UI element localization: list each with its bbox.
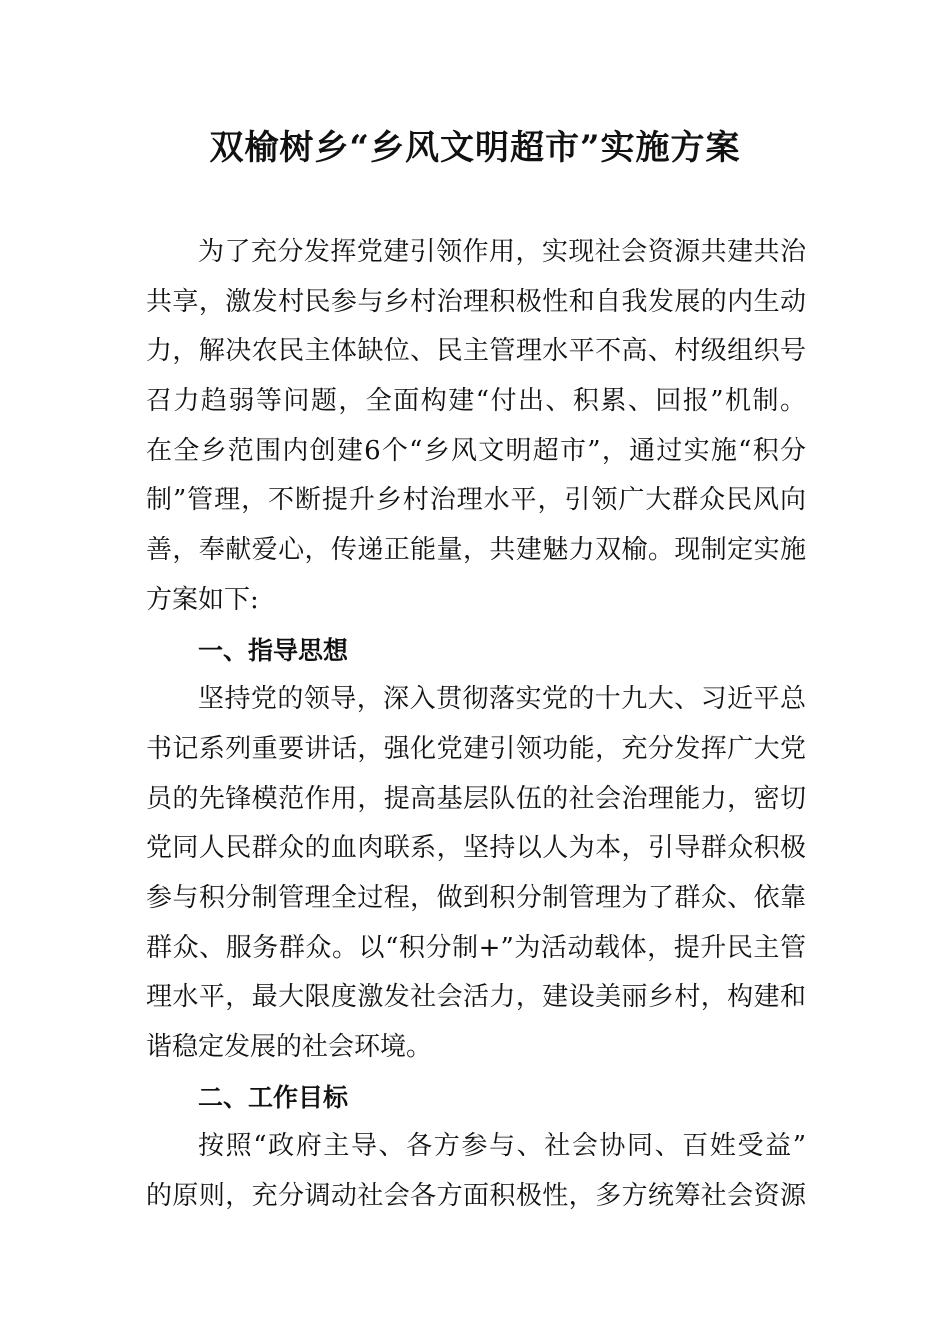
intro-paragraph xyxy=(146,228,806,626)
paragraph-line: 制”管理，不断提升乡村治理水平，引领广大群众民风向 xyxy=(146,485,806,516)
paragraph-line: 方案如下: xyxy=(146,584,259,615)
paragraph-line: 善，奉献爱心，传递正能量，共建魅力双榆。现制定实施 xyxy=(146,535,806,566)
section-heading-guiding-ideology: 一、指导思想 xyxy=(198,635,349,665)
paragraph-line: 坚持党的领导，深入贯彻落实党的十九大、习近平总 xyxy=(198,684,806,715)
paragraph-line: 党同人民群众的血肉联系，坚持以人为本，引导群众积极 xyxy=(146,833,806,864)
paragraph-line: 在全乡范围内创建6个“乡风文明超市”，通过实施“积分 xyxy=(146,435,806,466)
paragraph-line: 的原则，充分调动社会各方面积极性，多方统筹社会资源 xyxy=(146,1181,806,1212)
paragraph-line: 按照“政府主导、各方参与、社会协同、百姓受益” xyxy=(198,1131,806,1162)
paragraph-line: 书记系列重要讲话，强化党建引领功能，充分发挥广大党 xyxy=(146,733,806,764)
paragraph-line: 力，解决农民主体缺位、民主管理水平不高、村级组织号 xyxy=(146,336,806,367)
paragraph-line: 群众、服务群众。以“积分制+”为活动载体，提升民主管 xyxy=(146,932,806,963)
paragraph-line: 员的先锋模范作用，提高基层队伍的社会治理能力，密切 xyxy=(146,783,806,814)
paragraph-line: 召力趋弱等问题，全面构建“付出、积累、回报”机制。 xyxy=(146,386,806,417)
paragraph-line: 理水平，最大限度激发社会活力，建设美丽乡村，构建和 xyxy=(146,982,806,1013)
document-title: 双榆树乡“乡风文明超市”实施方案 xyxy=(209,128,741,168)
paragraph-line: 参与积分制管理全过程，做到积分制管理为了群众、依靠 xyxy=(146,882,806,913)
section-heading-work-goals: 二、工作目标 xyxy=(198,1082,349,1112)
document-body xyxy=(146,228,806,1222)
paragraph-line: 为了充分发挥党建引领作用，实现社会资源共建共治 xyxy=(198,237,806,267)
section1-paragraph xyxy=(146,675,806,1073)
paragraph-line: 谐稳定发展的社会环境。 xyxy=(146,1032,433,1062)
section2-paragraph xyxy=(146,1122,806,1221)
paragraph-line: 共享，激发村民参与乡村治理积极性和自我发展的内生动 xyxy=(146,286,806,317)
